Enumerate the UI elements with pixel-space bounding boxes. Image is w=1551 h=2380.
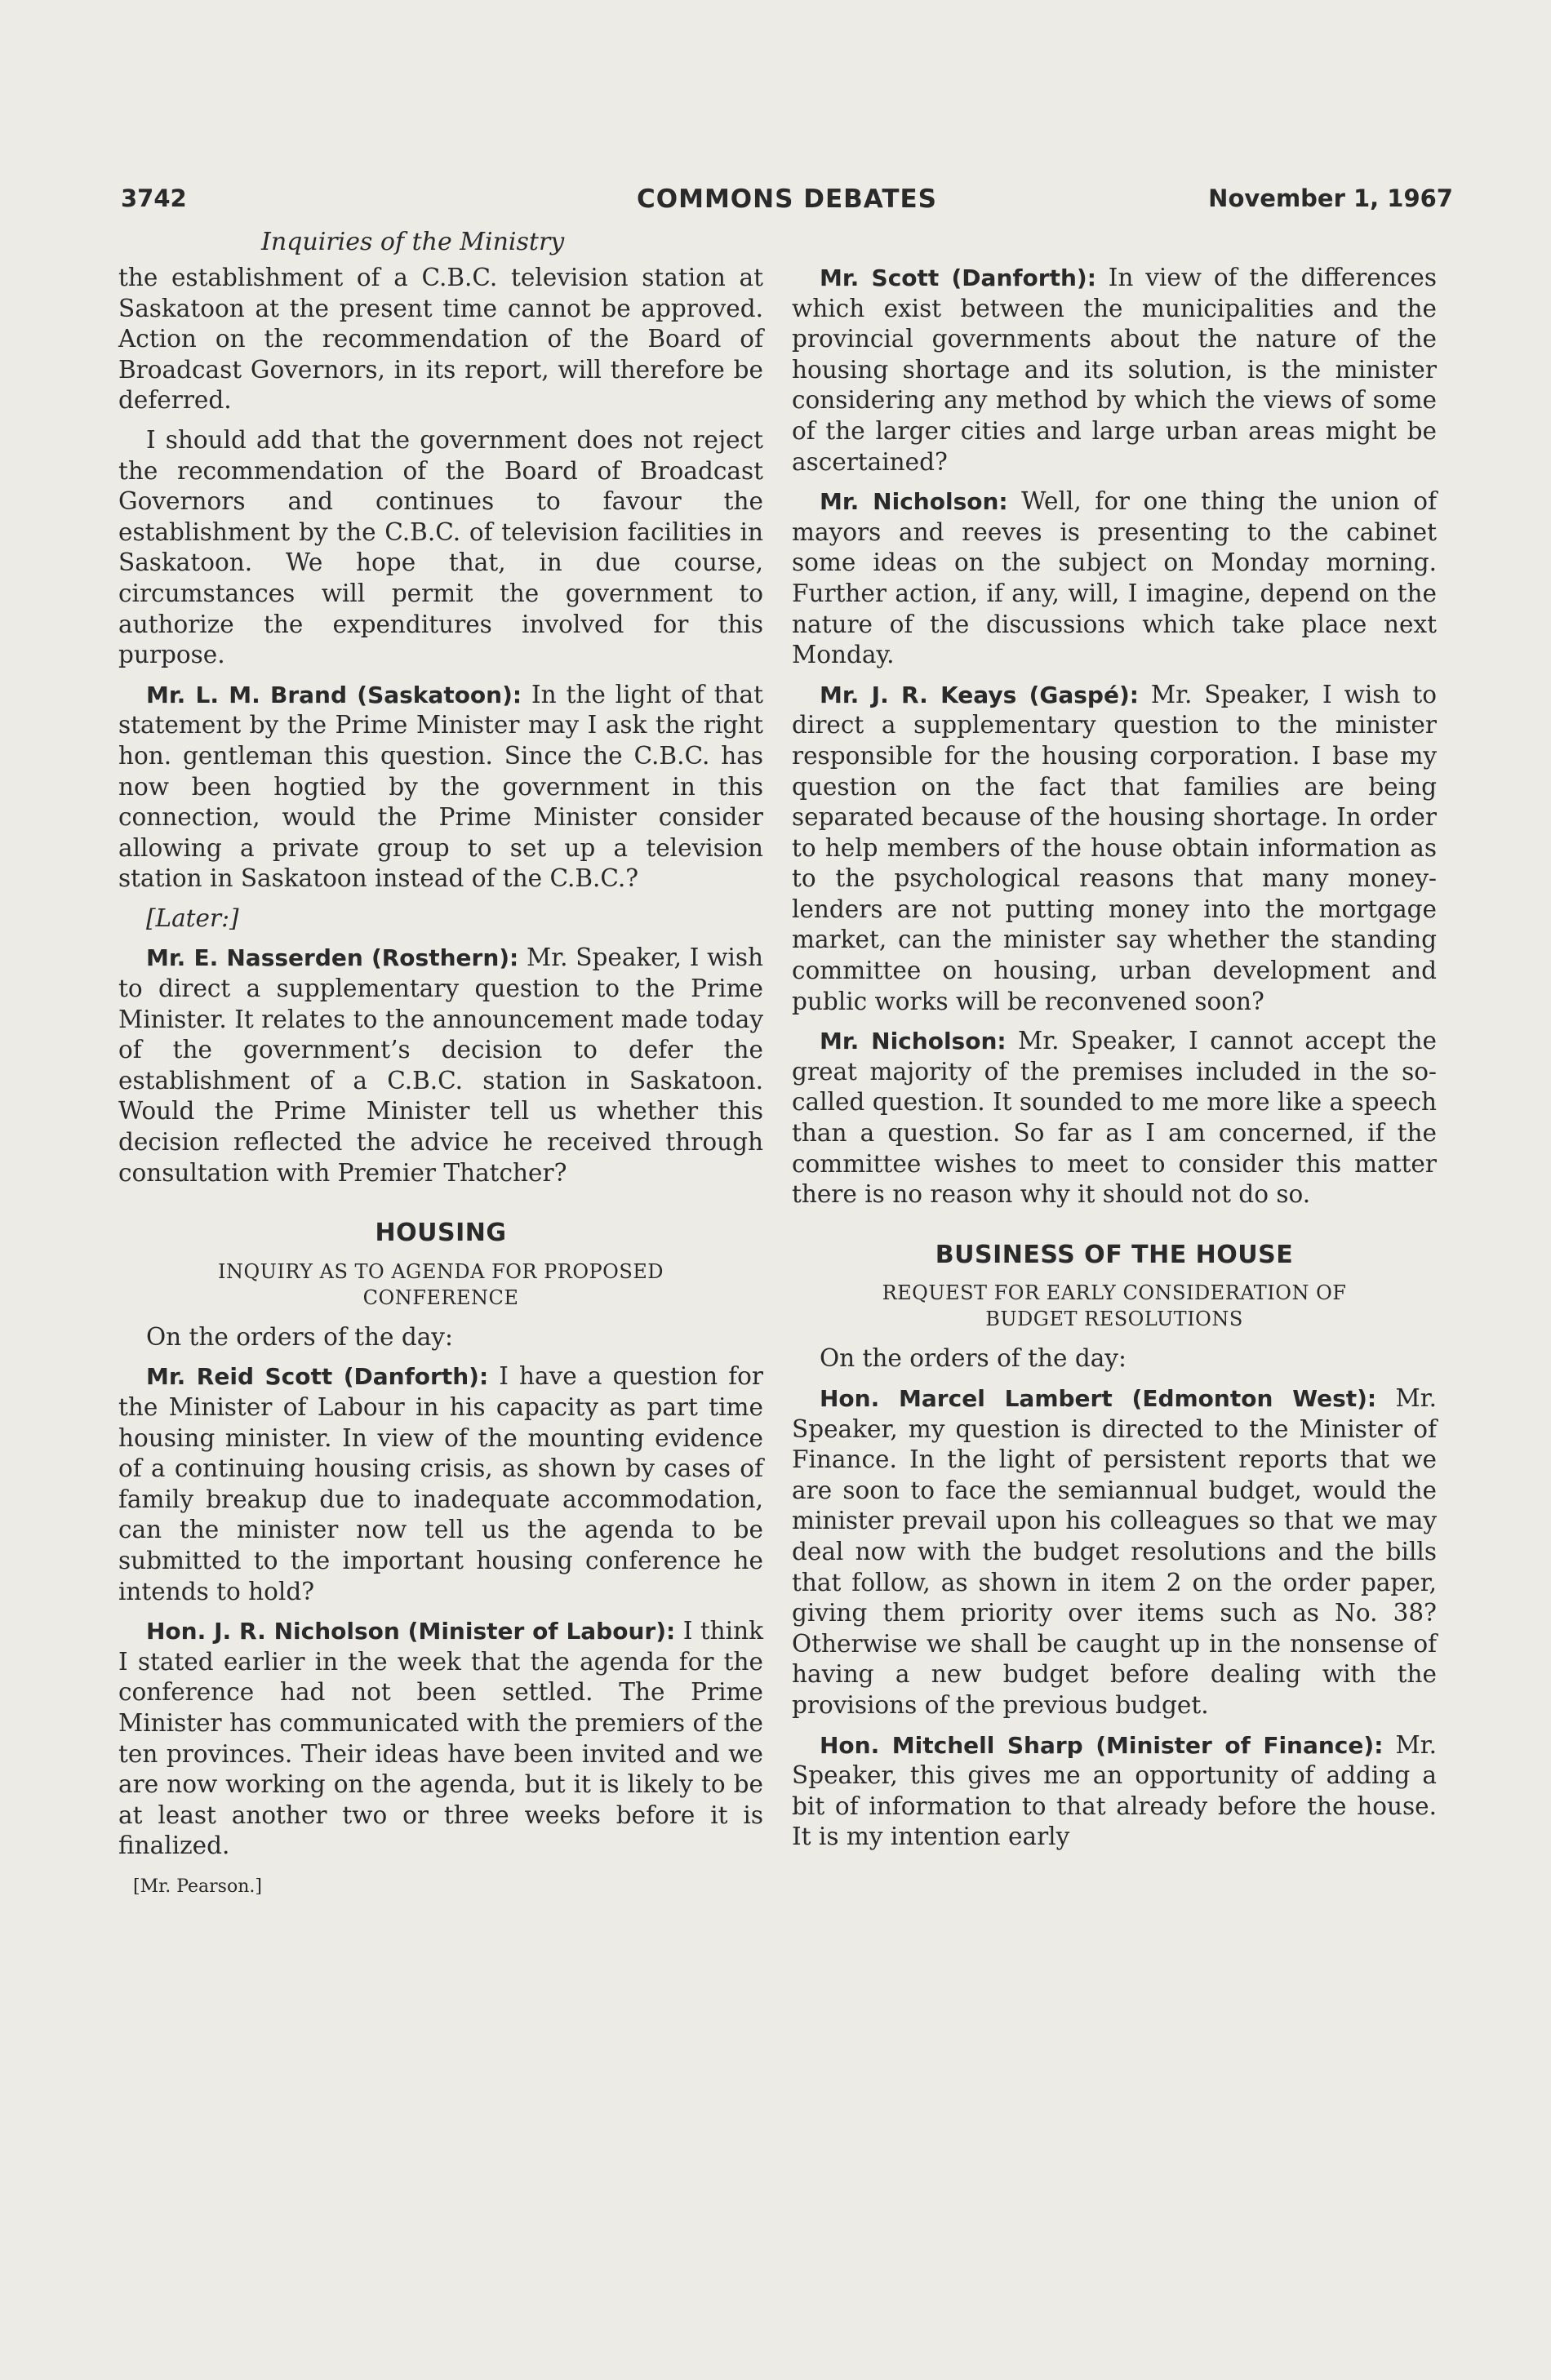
speech-brand bbox=[118, 680, 763, 895]
orders-of-the-day: On the orders of the day: bbox=[146, 1322, 453, 1351]
publication-date: November 1, 1967 bbox=[1208, 184, 1453, 212]
right-column bbox=[792, 263, 1437, 1862]
section-heading-business: BUSINESS OF THE HOUSE bbox=[935, 1240, 1294, 1269]
speech-sharp bbox=[792, 1730, 1437, 1853]
section-subheading: REQUEST FOR EARLY CONSIDERATION OF BUDGET RESOLUTIONS bbox=[882, 1281, 1347, 1331]
speech-nicholson bbox=[118, 1616, 763, 1862]
section-heading-housing: HOUSING bbox=[375, 1219, 507, 1248]
speaker-name: Mr. E. Nasserden (Rosthern): bbox=[146, 944, 519, 972]
page-header bbox=[121, 184, 1453, 220]
running-subheader: Inquiries of the Ministry bbox=[261, 228, 565, 256]
paragraph bbox=[118, 425, 763, 671]
speech-text: I think I stated earlier in the week that the agenda for the conference had not been settled. The Prime Minister has communicated with the premiers of the ten provinces. Their ideas have been invited and we are now working on the agenda, but it is likely to be at least another two or three weeks before it is finalized. bbox=[118, 1617, 763, 1860]
speaker-name: Mr. J. R. Keays (Gaspé): bbox=[820, 681, 1139, 708]
speaker-name: Mr. Nicholson: bbox=[820, 488, 1008, 516]
speaker-name: Mr. Nicholson: bbox=[820, 1028, 1007, 1055]
speaker-name: Mr. Reid Scott (Danforth): bbox=[146, 1363, 489, 1391]
left-column bbox=[118, 227, 763, 1903]
speaker-name: Hon. Mitchell Sharp (Minister of Finance): bbox=[820, 1731, 1384, 1759]
speech-nicholson bbox=[792, 486, 1437, 671]
speech-text: Mr. Speaker, I cannot accept the great majority of the premises included in the so-called question. It sounded to me more like a speech than a question. So far as I am concerned, if the committee wishes to meet to consider this matter there is no reason why it should not do so. bbox=[792, 1027, 1437, 1209]
speech-text: I have a question for the Minister of Labour in his capacity as part time housing minister. In view of the mounting evidence of a continuing housing crisis, as shown by cases of family breakup due to inadequate accommodation, can the minister now tell us the agenda to be submitted to the important housing conference he intends to hold? bbox=[118, 1362, 763, 1605]
speech-reid-scott bbox=[118, 1361, 763, 1607]
speaker-name: Hon. Marcel Lambert (Edmonton West): bbox=[820, 1385, 1377, 1412]
speech-scott bbox=[792, 263, 1437, 477]
speech-text: Mr. Speaker, my question is directed to the Minister of Finance. In the light of persistent reports that we are soon to face the semiannual budget, would the minister prevail upon his colleagues so that we may deal now with the budget resolutions and the bills that follow, as shown in item 2 on the order paper, giving them priority over items such as No. 38? Otherwise we shall be caught up in the nonsense of having a new budget before dealing with the provisions of the previous budget. bbox=[792, 1384, 1437, 1719]
paragraph-text: I should add that the government does not reject the recommendation of the Board of Broadcast Governors and continues to favour the establishment by the C.B.C. of television facilities in Saskatoon. We hope that, in due course, circumstances will permit the government to authorize the expenditures involved for this purpose. bbox=[118, 425, 763, 669]
speech-text: In the light of that statement by the Prime Minister may I ask the right hon. gentleman this question. Since the C.B.C. has now been hogtied by the government in this connection, would the Prime Minister consider allowing a private group to set up a television station in Saskatoon instead of the C.B.C.? bbox=[118, 680, 763, 893]
speaker-name: Hon. J. R. Nicholson (Minister of Labour): bbox=[146, 1618, 676, 1645]
page-number: 3742 bbox=[121, 184, 187, 212]
speech-nicholson bbox=[792, 1026, 1437, 1210]
section-subheading: INQUIRY AS TO AGENDA FOR PROPOSED CONFERENCE bbox=[217, 1259, 664, 1309]
paragraph-text: the establishment of a C.B.C. television station at Saskatoon at the present time cannot be approved. Action on the recommendation of the Board of Broadcast Governors, in its report, will therefore be deferred. bbox=[118, 264, 763, 415]
speech-lambert bbox=[792, 1383, 1437, 1721]
later-marker: [Later:] bbox=[146, 904, 239, 932]
footer-note: [Mr. Pearson.] bbox=[133, 1876, 262, 1897]
speaker-name: Mr. L. M. Brand (Saskatoon): bbox=[146, 681, 522, 708]
speech-text: Well, for one thing the union of mayors and reeves is presenting to the cabinet some ideas on the subject on Monday morning. Further action, if any, will, I imagine, depend on the nature of the discussions which take place next Monday. bbox=[792, 487, 1437, 669]
paragraph bbox=[118, 263, 763, 416]
orders-of-the-day: On the orders of the day: bbox=[820, 1344, 1127, 1373]
speech-text: Mr. Speaker, this gives me an opportunity of adding a bit of information to that already before the house. It is my intention early bbox=[792, 1730, 1438, 1851]
speech-text: Mr. Speaker, I wish to direct a supplementary question to the Prime Minister. It relates to the announcement made today of the government’s decision to defer the establishment of a C.B.C. station in Saskatoon. Would the Prime Minister tell us whether this decision reflected the advice he received through consultation with Premier Thatcher? bbox=[118, 944, 764, 1187]
publication-title: COMMONS DEBATES bbox=[637, 184, 937, 214]
speech-text: Mr. Speaker, I wish to direct a supplementary question to the minister responsible for the housing corporation. I base my question on the fact that families are being separated because of the housing shortage. In order to help members of the house obtain information as to the psychological reasons that many money-lenders are not putting money into the mortgage market, can the minister say whether the standing committee on housing, urban development and public works will be reconvened soon? bbox=[792, 680, 1437, 1015]
speech-nasserden bbox=[118, 943, 763, 1188]
speech-text: In view of the differences which exist between the municipalities and the provincial governments about the nature of the housing shortage and its solution, is the minister considering any method by which the views of some of the larger cities and large urban areas might be ascertained? bbox=[792, 264, 1437, 476]
speaker-name: Mr. Scott (Danforth): bbox=[820, 264, 1096, 291]
speech-keays bbox=[792, 680, 1437, 1018]
